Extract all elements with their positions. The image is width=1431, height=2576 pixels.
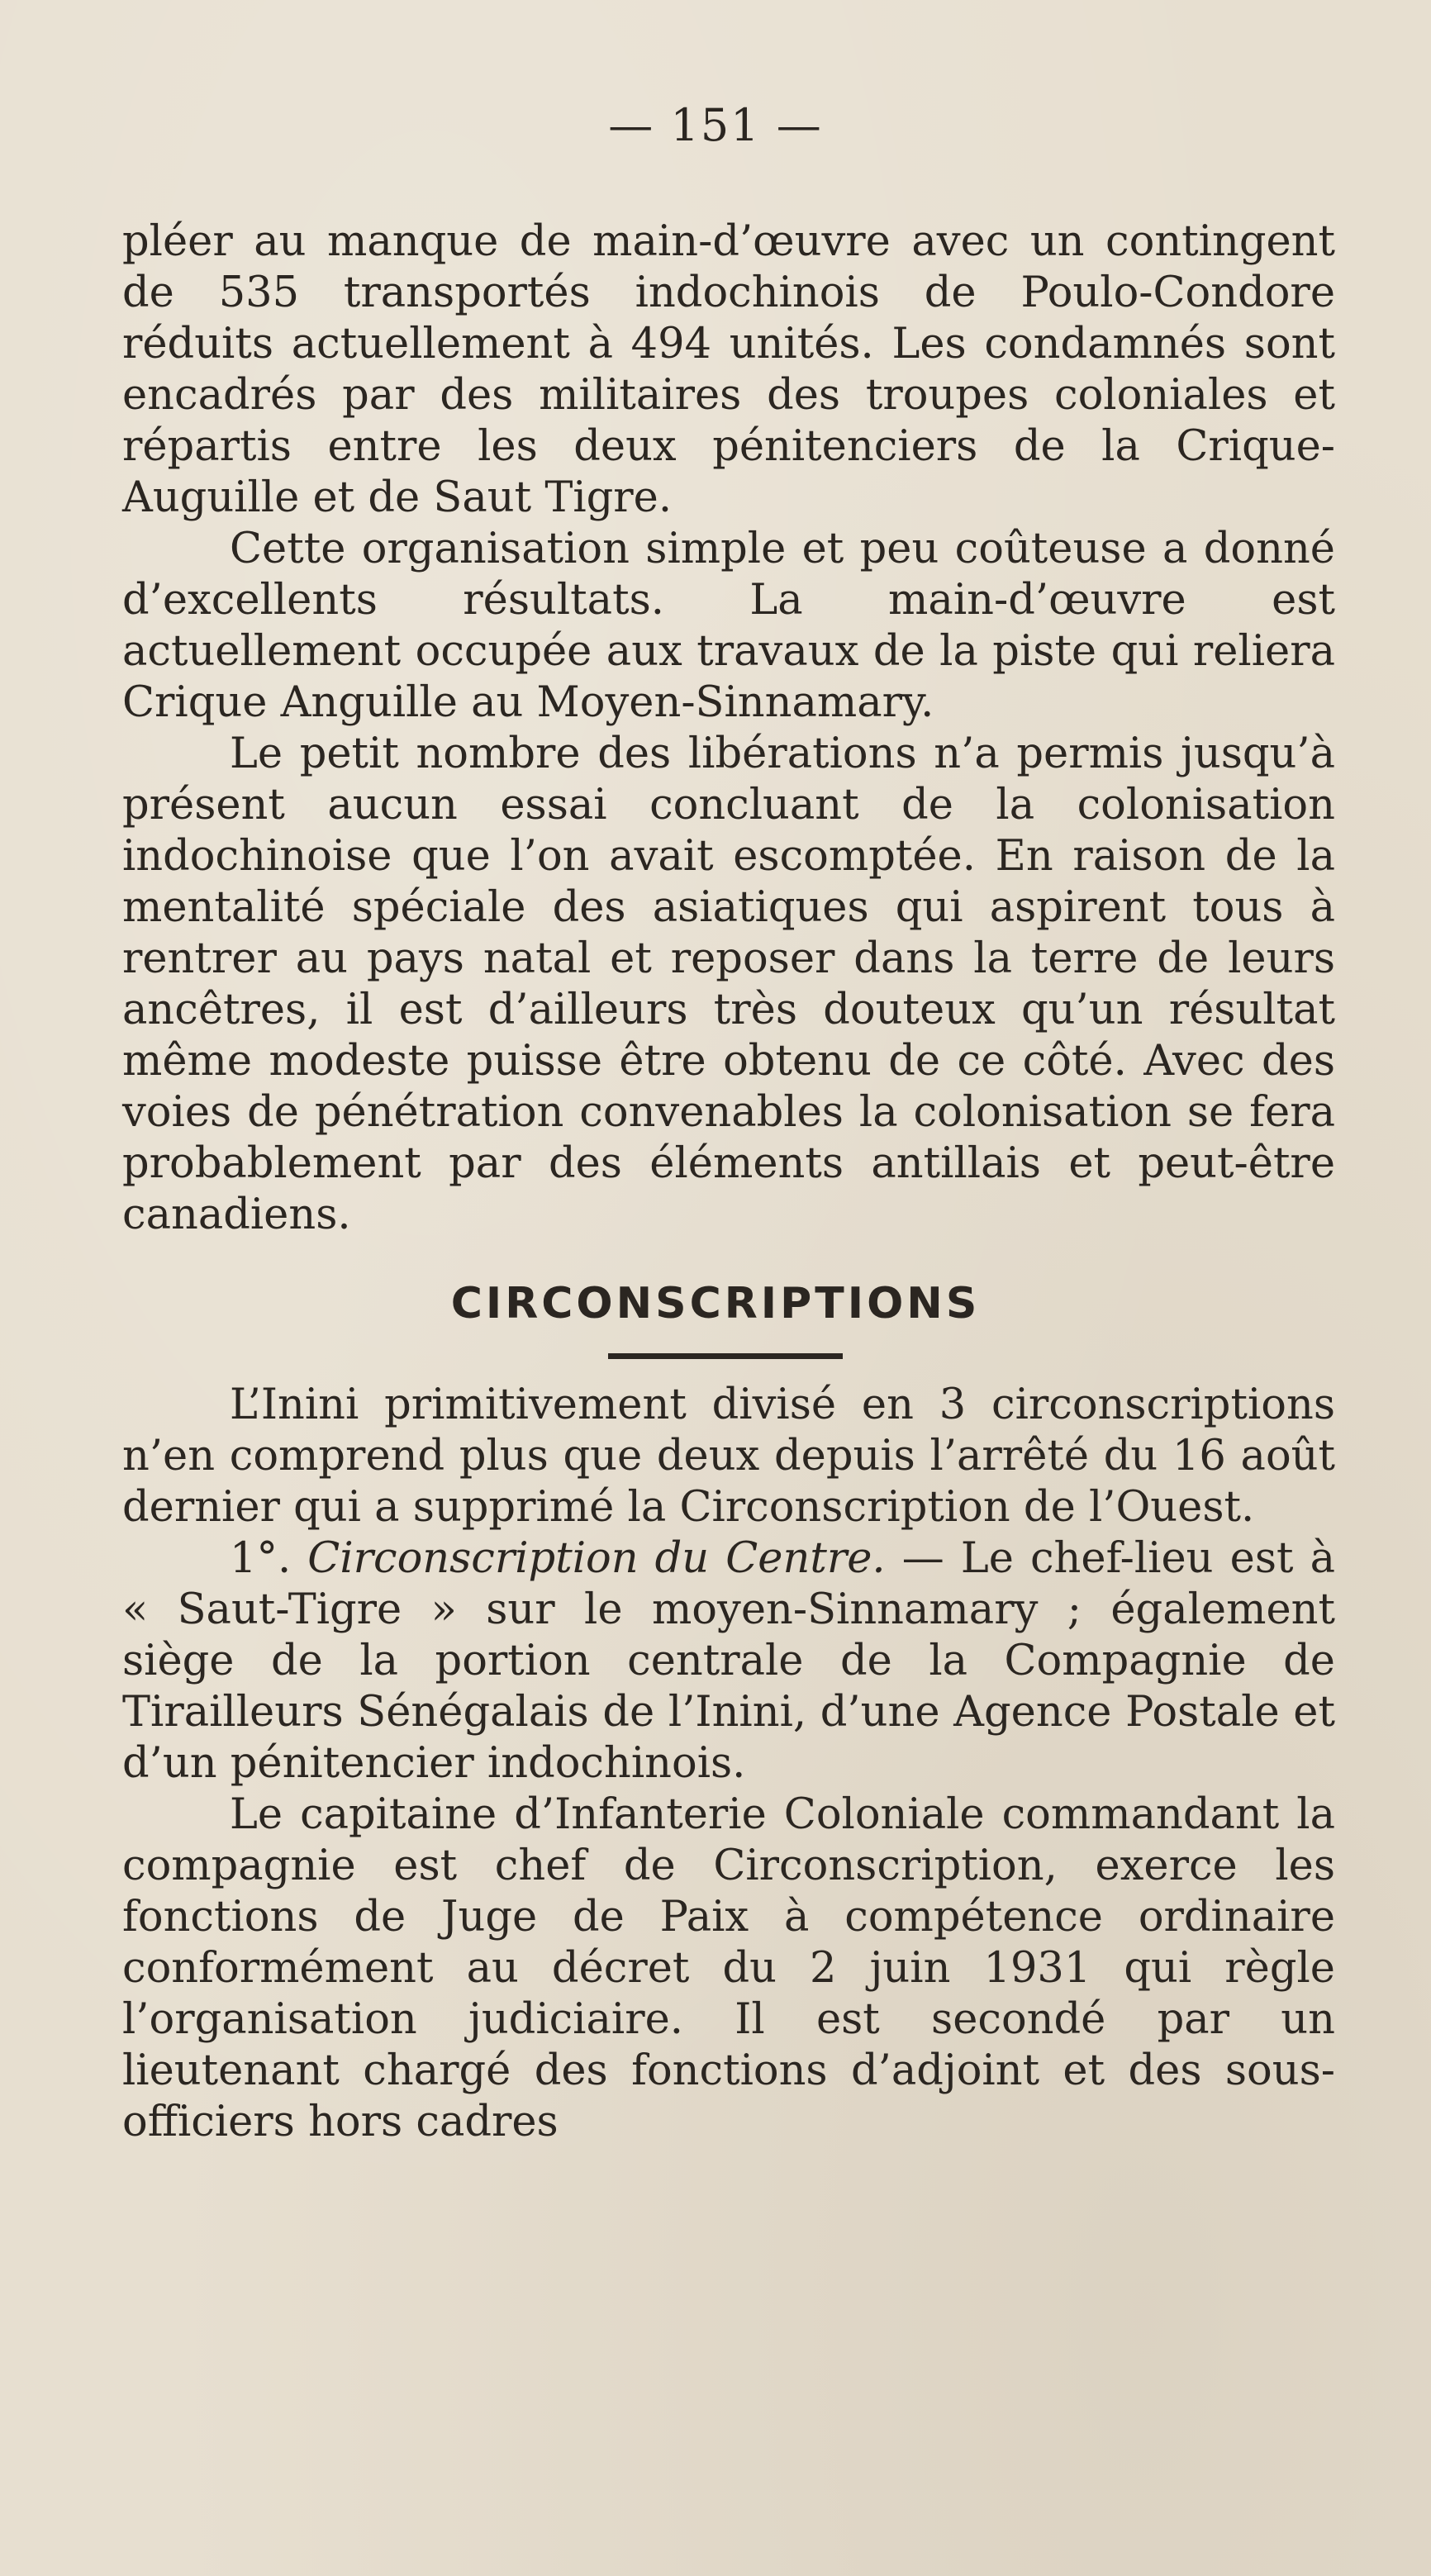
text-block-bottom: [122, 1380, 1335, 2148]
paragraph-number: 1°.: [230, 1534, 292, 1583]
page-number: — 151 —: [608, 99, 823, 151]
text-block-top: [122, 216, 1335, 1241]
subsection-title: Circonscription du Centre.: [307, 1534, 886, 1583]
paragraph: pléer au manque de main-d’œuvre avec un contingent de 535 transportés indochinois de Poulo-Condore réduits actuellement à 494 unités. Les condamnés sont encadrés par des militaires des troupes coloniales et répartis entre les deux pénitenciers de la Crique-Auguille et de Saut Tigre.: [122, 217, 1335, 522]
paragraph-text: — Le chef-lieu est à « Saut-Tigre » sur le moyen-Sinnamary ; également siège de la portion centrale de la Compagnie de Tirailleurs Sénégalais de l’Inini, d’une Agence Postale et d’un pénitencier indochinois.: [122, 1534, 1336, 1788]
paragraph: L’Inini primitivement divisé en 3 circonscriptions n’en comprend plus que deux depuis l’arrêté du 16 août dernier qui a supprimé la Circonscription de l’Ouest.: [122, 1381, 1335, 1532]
paragraph: Le capitaine d’Infanterie Coloniale commandant la compagnie est chef de Circonscription, exerce les fonctions de Juge de Paix à compétence ordinaire conformément au décret du 2 juin 1931 qui règle l’organisation judiciaire. Il est secondé par un lieutenant chargé des fonctions d’adjoint et des sous-officiers hors cadres: [122, 1790, 1335, 2146]
paragraph: Le petit nombre des libérations n’a permis jusqu’à présent aucun essai concluant de la colonisation indochinoise que l’on avait escomptée. En raison de la mentalité spéciale des asiatiques qui aspirent tous à rentrer au pays natal et reposer dans la terre de leurs ancêtres, il est d’ailleurs très douteux qu’un résultat même modeste puisse être obtenu de ce côté. Avec des voies de pénétration convenables la colonisation se fera probablement par des éléments antillais et peut-être canadiens.: [122, 730, 1335, 1239]
section-divider: [608, 1353, 843, 1359]
paragraph: Cette organisation simple et peu coûteuse a donné d’excellents résultats. La main-d’œuvre est actuellement occupée aux travaux de la piste qui reliera Crique Anguille au Moyen-Sinnamary.: [122, 525, 1335, 727]
section-heading: CIRCONSCRIPTIONS: [450, 1279, 981, 1328]
paragraph-circonscription-centre: [122, 1533, 1335, 1789]
